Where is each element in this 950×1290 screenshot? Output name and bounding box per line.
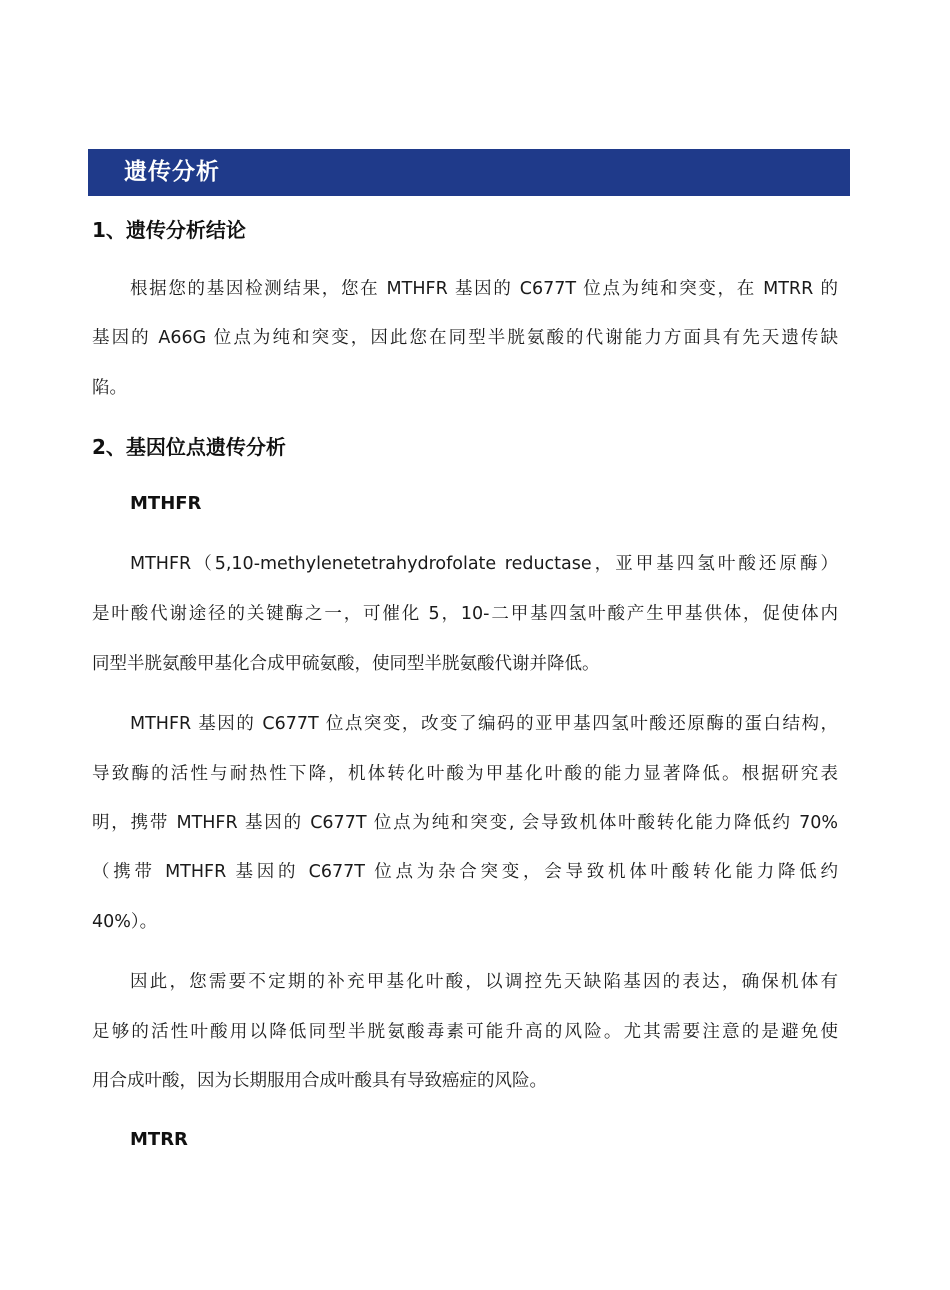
- section-title: 遗传分析: [124, 159, 220, 185]
- mthfr-title: MTHFR: [130, 493, 202, 514]
- mtrr-title: MTRR: [130, 1129, 188, 1150]
- mthfr-para2-line-5: 40%）。: [92, 912, 158, 932]
- mthfr-para1-line-3: 同型半胱氨酸甲基化合成甲硫氨酸，使同型半胱氨酸代谢并降低。: [92, 654, 600, 674]
- conclusion-line-1: 根据您的基因检测结果，您在 MTHFR 基因的 C677T 位点为纯和突变，在 MTRR 的: [130, 279, 838, 299]
- conclusion-line-2: 基因的 A66G 位点为纯和突变，因此您在同型半胱氨酸的代谢能力方面具有先天遗传缺: [92, 328, 838, 348]
- site-analysis-heading: 2、基因位点遗传分析: [92, 435, 286, 459]
- mthfr-para2-line-4: （携带 MTHFR 基因的 C677T 位点为杂合突变，会导致机体叶酸转化能力降低约: [92, 862, 838, 882]
- mthfr-para2-line-2: 导致酶的活性与耐热性下降，机体转化叶酸为甲基化叶酸的能力显著降低。根据研究表: [92, 764, 838, 784]
- mthfr-para2-line-1: MTHFR 基因的 C677T 位点突变，改变了编码的亚甲基四氢叶酸还原酶的蛋白结构，: [130, 714, 838, 734]
- mthfr-para3-line-3: 用合成叶酸，因为长期服用合成叶酸具有导致癌症的风险。: [92, 1071, 547, 1091]
- conclusion-line-3: 陷。: [92, 378, 127, 398]
- mthfr-para1-line-1: MTHFR（5,10-methylenetetrahydrofolate reductase，亚甲基四氢叶酸还原酶）: [130, 554, 838, 574]
- mthfr-para2-line-3: 明，携带 MTHFR 基因的 C677T 位点为纯和突变, 会导致机体叶酸转化能力降低约 70%: [92, 813, 838, 833]
- conclusion-heading: 1、遗传分析结论: [92, 218, 246, 242]
- section-banner: [88, 149, 850, 196]
- mthfr-para3-line-1: 因此，您需要不定期的补充甲基化叶酸，以调控先天缺陷基因的表达，确保机体有: [130, 972, 838, 992]
- mthfr-para1-line-2: 是叶酸代谢途径的关键酶之一，可催化 5，10-二甲基四氢叶酸产生甲基供体，促使体内: [92, 604, 838, 624]
- mthfr-para3-line-2: 足够的活性叶酸用以降低同型半胱氨酸毒素可能升高的风险。尤其需要注意的是避免使: [92, 1022, 838, 1042]
